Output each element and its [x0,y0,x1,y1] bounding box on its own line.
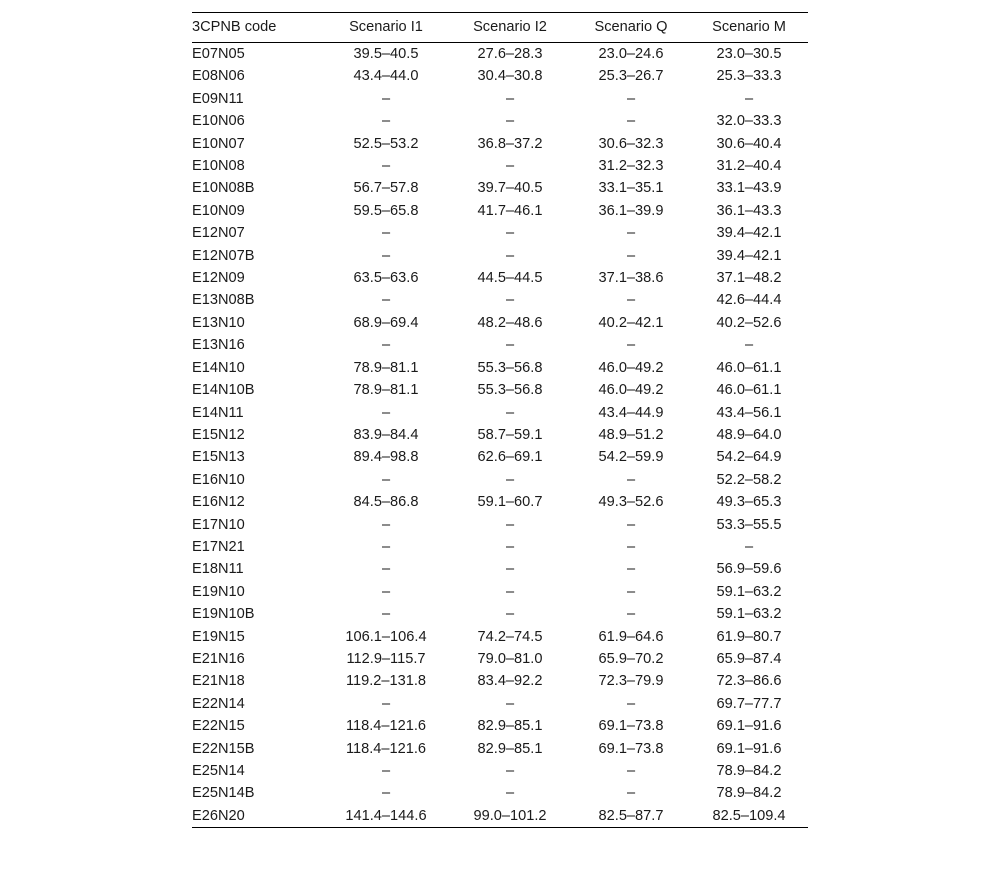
cell-code: E10N06 [192,113,245,130]
cell-m: 39.4–42.1 [716,225,782,242]
cell-code: E13N10 [192,314,245,331]
table-row [192,88,808,110]
cell-i1: 141.4–144.6 [324,805,448,828]
cell-m: 25.3–33.3 [716,68,782,85]
table-row [192,379,808,401]
cell-i2: 48.2–48.6 [477,314,543,331]
cell-code: E19N10B [192,606,255,623]
cell-q: – [626,471,636,488]
cell-q: 82.5–87.7 [572,805,690,828]
table-row [192,267,808,289]
cell-code: E08N06 [192,68,245,85]
cell-i2: 62.6–69.1 [477,449,543,466]
cell-i2: 74.2–74.5 [477,628,543,645]
table-row [192,469,808,491]
cell-i1: 118.4–121.6 [345,740,427,757]
cell-code: E25N14B [192,785,255,802]
cell-m: 52.2–58.2 [716,471,782,488]
cell-code: E10N08B [192,180,255,197]
cell-q: – [626,113,636,130]
cell-i2: 55.3–56.8 [477,359,543,376]
cell-m: 42.6–44.4 [716,292,782,309]
cell-i1: – [381,158,391,175]
cell-i1: 78.9–81.1 [353,359,419,376]
cell-code: E26N20 [192,805,324,828]
table-row [192,693,808,715]
cell-q: – [626,225,636,242]
cell-m: 56.9–59.6 [716,561,782,578]
cell-i1: 43.4–44.0 [353,68,419,85]
cell-i1: 56.7–57.8 [353,180,419,197]
column-header-scenario-i2: Scenario I2 [448,13,572,43]
table-row [192,558,808,580]
cell-i1: – [381,516,391,533]
cell-q: 40.2–42.1 [598,314,664,331]
cell-i2: 58.7–59.1 [477,426,543,443]
cell-q: – [626,337,636,354]
table-row [192,670,808,692]
cell-i2: 30.4–30.8 [477,68,543,85]
cell-i2: 41.7–46.1 [477,202,543,219]
cell-q: 23.0–24.6 [598,46,664,62]
cell-i2: – [505,695,515,712]
column-header-code: 3CPNB code [192,13,324,43]
cell-code: E07N05 [192,46,245,62]
cell-i1: 119.2–131.8 [345,673,427,690]
cell-q: 31.2–32.3 [598,158,664,175]
cell-m: 30.6–40.4 [716,135,782,152]
table-row [192,536,808,558]
cell-q: 72.3–79.9 [598,673,664,690]
cell-q: – [626,516,636,533]
cell-i2: 99.0–101.2 [448,805,572,828]
cell-i1: 78.9–81.1 [353,382,419,399]
cell-code: E15N13 [192,449,245,466]
table-row [192,760,808,782]
cell-i1: – [381,583,391,600]
cell-m: 40.2–52.6 [716,314,782,331]
cell-m: 33.1–43.9 [716,180,782,197]
cell-q: – [626,538,636,555]
cell-m: 69.1–91.6 [716,718,782,735]
cell-i1: – [381,538,391,555]
cell-i2: – [505,471,515,488]
cell-code: E25N14 [192,763,245,779]
column-header-scenario-i1: Scenario I1 [324,13,448,43]
cell-q: 30.6–32.3 [598,135,664,152]
cell-code: E12N07B [192,247,255,264]
cell-code: E17N10 [192,516,245,533]
cell-m: 59.1–63.2 [716,583,782,600]
cell-i1: – [381,247,391,264]
cell-i2: 82.9–85.1 [477,718,543,735]
cell-code: E09N11 [192,90,244,107]
cell-i1: – [381,337,391,354]
table-row [192,110,808,132]
cell-q: – [626,583,636,600]
cell-code: E18N11 [192,561,244,578]
table-row [192,312,808,334]
cell-m: – [744,337,754,354]
cell-m: 43.4–56.1 [716,404,782,421]
cell-m: 78.9–84.2 [716,763,782,779]
table-header [192,13,808,43]
cell-q: 49.3–52.6 [598,494,664,511]
cell-i2: 79.0–81.0 [477,650,543,667]
column-header-scenario-q: Scenario Q [572,13,690,43]
cell-i2: – [505,90,515,107]
cell-code: E10N07 [192,135,245,152]
cell-q: 36.1–39.9 [598,202,664,219]
cell-q: – [626,763,636,779]
cell-i2: – [505,763,515,779]
table-row [192,715,808,737]
table-header-row [192,13,808,43]
cell-q: 65.9–70.2 [598,650,664,667]
cell-q: 69.1–73.8 [598,740,664,757]
cell-m: 82.5–109.4 [690,805,808,828]
table-row [192,289,808,311]
cell-i2: 39.7–40.5 [477,180,543,197]
cell-i1: – [381,225,391,242]
cell-q: 37.1–38.6 [598,270,664,287]
table-row [192,245,808,267]
cell-code: E13N16 [192,337,245,354]
cell-i2: – [505,113,515,130]
table-row [192,334,808,356]
cell-m: 32.0–33.3 [716,113,782,130]
cell-i2: 44.5–44.5 [477,270,543,287]
cell-i2: 55.3–56.8 [477,382,543,399]
cell-i1: 52.5–53.2 [353,135,419,152]
cell-i1: – [381,471,391,488]
cell-i1: – [381,404,391,421]
cell-i2: 36.8–37.2 [477,135,543,152]
cell-code: E14N10 [192,359,245,376]
cell-m: 31.2–40.4 [716,158,782,175]
cell-i2: 83.4–92.2 [477,673,543,690]
cell-q: 46.0–49.2 [598,382,664,399]
cell-q: 43.4–44.9 [598,404,664,421]
table-row [192,155,808,177]
table-row [192,805,808,828]
cell-i1: 106.1–106.4 [345,628,427,645]
cell-i1: 63.5–63.6 [353,270,419,287]
table-row [192,648,808,670]
cell-i1: 83.9–84.4 [353,426,419,443]
cell-code: E22N14 [192,695,245,712]
cell-code: E13N08B [192,292,255,309]
table-row [192,491,808,513]
cell-i2: 82.9–85.1 [477,740,543,757]
table-row [192,446,808,468]
cell-i1: – [381,606,391,623]
cell-m: 46.0–61.1 [716,382,782,399]
cell-m: 59.1–63.2 [716,606,782,623]
cell-i2: – [505,404,515,421]
cell-i1: – [381,763,391,779]
cell-code: E19N15 [192,628,245,645]
cell-i2: – [505,225,515,242]
cell-i2: – [505,337,515,354]
cell-i1: – [381,695,391,712]
cell-i1: – [381,113,391,130]
cell-i1: 59.5–65.8 [353,202,419,219]
cell-m: 48.9–64.0 [716,426,782,443]
cell-i2: – [505,516,515,533]
cell-q: 48.9–51.2 [598,426,664,443]
cell-i1: – [381,561,391,578]
scenario-range-table [192,12,808,828]
cell-i2: 27.6–28.3 [477,46,543,62]
table-row [192,424,808,446]
cell-q: – [626,90,636,107]
cell-m: 39.4–42.1 [716,247,782,264]
cell-code: E22N15B [192,740,255,757]
cell-m: 72.3–86.6 [716,673,782,690]
cell-code: E14N11 [192,404,244,421]
table-row [192,177,808,199]
cell-q: 25.3–26.7 [598,68,664,85]
cell-i2: – [505,561,515,578]
cell-i1: – [381,785,391,802]
cell-m: 46.0–61.1 [716,359,782,376]
cell-i2: 59.1–60.7 [477,494,543,511]
table-body [192,43,808,828]
cell-code: E14N10B [192,382,255,399]
cell-i2: – [505,292,515,309]
cell-m: 69.7–77.7 [716,695,782,712]
cell-m: – [744,90,754,107]
cell-m: – [744,538,754,555]
table-row [192,43,808,66]
cell-i1: 118.4–121.6 [345,718,427,735]
cell-q: – [626,247,636,264]
cell-q: 61.9–64.6 [598,628,664,645]
cell-m: 49.3–65.3 [716,494,782,511]
cell-code: E16N10 [192,471,245,488]
cell-code: E21N18 [192,673,245,690]
table-row [192,65,808,87]
table-row [192,738,808,760]
cell-m: 37.1–48.2 [716,270,782,287]
data-table-container [192,12,808,828]
cell-q: – [626,695,636,712]
table-row [192,222,808,244]
cell-i1: – [381,292,391,309]
cell-m: 69.1–91.6 [716,740,782,757]
cell-i1: 89.4–98.8 [353,449,419,466]
cell-q: – [626,292,636,309]
cell-q: 69.1–73.8 [598,718,664,735]
cell-m: 23.0–30.5 [716,46,782,62]
cell-q: 54.2–59.9 [598,449,664,466]
cell-m: 61.9–80.7 [716,628,782,645]
cell-q: 46.0–49.2 [598,359,664,376]
cell-code: E10N08 [192,158,245,175]
cell-i1: 68.9–69.4 [353,314,419,331]
cell-q: – [626,606,636,623]
column-header-scenario-m: Scenario M [690,13,808,43]
table-row [192,133,808,155]
cell-code: E22N15 [192,718,245,735]
cell-m: 53.3–55.5 [716,516,782,533]
cell-i2: – [505,538,515,555]
cell-q: – [626,785,636,802]
cell-i1: – [381,90,391,107]
cell-m: 78.9–84.2 [716,785,782,802]
cell-code: E19N10 [192,583,245,600]
table-row [192,782,808,804]
cell-code: E21N16 [192,650,245,667]
cell-q: 33.1–35.1 [598,180,664,197]
cell-code: E15N12 [192,426,245,443]
table-row [192,626,808,648]
cell-code: E17N21 [192,538,245,555]
cell-i2: – [505,785,515,802]
cell-i2: – [505,158,515,175]
cell-i1: 39.5–40.5 [353,46,419,62]
cell-i2: – [505,247,515,264]
cell-i1: 112.9–115.7 [346,650,426,667]
cell-code: E10N09 [192,202,245,219]
table-row [192,402,808,424]
cell-m: 54.2–64.9 [716,449,782,466]
cell-m: 65.9–87.4 [716,650,782,667]
cell-i2: – [505,583,515,600]
table-row [192,603,808,625]
cell-q: – [626,561,636,578]
cell-code: E12N09 [192,270,245,287]
table-row [192,200,808,222]
cell-code: E16N12 [192,494,245,511]
cell-m: 36.1–43.3 [716,202,782,219]
table-row [192,514,808,536]
cell-i1: 84.5–86.8 [353,494,419,511]
table-row [192,581,808,603]
cell-code: E12N07 [192,225,245,242]
cell-i2: – [505,606,515,623]
table-row [192,357,808,379]
